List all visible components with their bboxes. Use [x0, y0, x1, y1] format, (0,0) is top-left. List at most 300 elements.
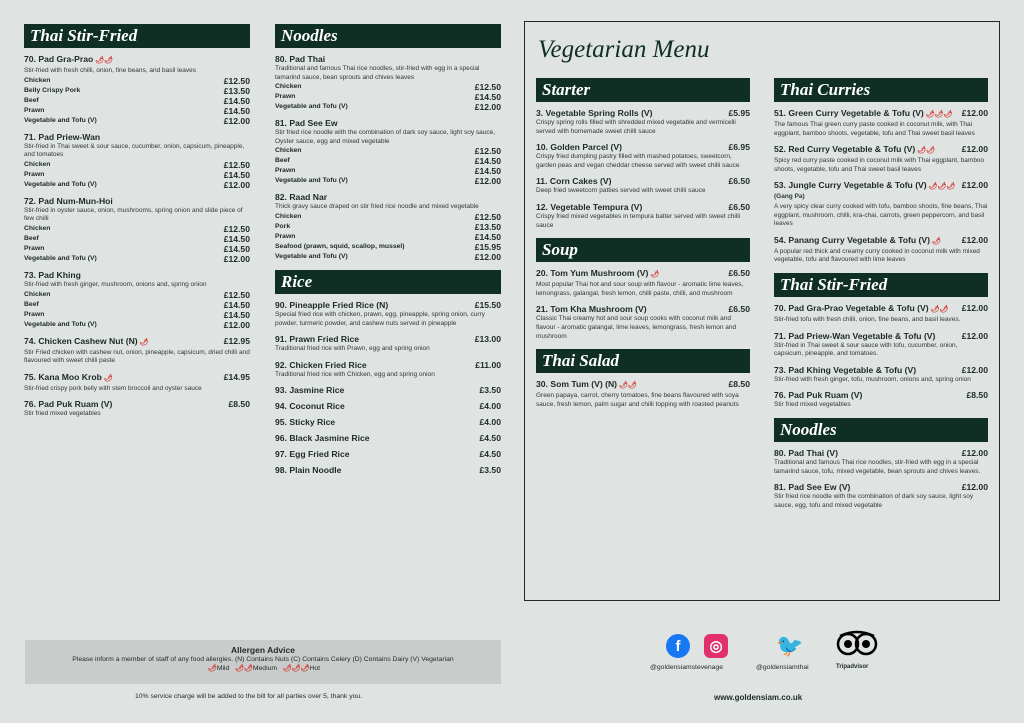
- menu-item-row: [774, 108, 988, 120]
- menu-item-title: [24, 270, 81, 280]
- menu-option-row: [275, 232, 501, 242]
- menu-item-name: 70. Pad Gra-Prao: [24, 54, 94, 64]
- menu-option-row: [24, 290, 250, 300]
- menu-item-description: A popular red thick and creamy curry cooked in coconut milk with mixed vegetable, tofu and flavoured with lime leaves: [774, 247, 980, 264]
- menu-item-description: Stir-fried with fresh ginger, mushroom, onions and, spring onion: [24, 280, 207, 288]
- menu-item-row: [536, 304, 750, 314]
- option-name: Prawn: [24, 170, 45, 178]
- menu-item: [24, 336, 250, 366]
- menu-item-name: 91. Prawn Fried Rice: [275, 334, 360, 345]
- menu-item-name: 81. Pad See Ew (V): [774, 482, 851, 493]
- menu-item-description: Thick gravy sauce draped on stir fried rice noodle and mixed vegetable: [275, 203, 479, 211]
- menu-item: [24, 54, 250, 126]
- menu-item: [774, 144, 988, 174]
- menu-item-row: [24, 270, 250, 280]
- menu-item-price: £13.00: [474, 334, 501, 345]
- menu-item-name: 12. Vegetable Tempura (V): [536, 201, 643, 212]
- menu-item: [774, 303, 988, 325]
- option-name: Prawn: [275, 232, 296, 240]
- menu-item-title: [275, 192, 327, 202]
- menu-item-name: 71. Pad Priew-Wan Vegetable & Tofu (V): [774, 330, 936, 341]
- menu-item-row: [275, 401, 501, 411]
- menu-item-name: 90. Pineapple Fried Rice (N): [275, 299, 389, 310]
- menu-item-description: Crispy fried dumpling pastry filled with mashed potatoes, sweetcorn, garden peas and vegan cheddar cheese served with sweet chilli sauce: [536, 153, 740, 169]
- menu-item-price: £12.00: [961, 302, 988, 313]
- menu-option-row: [275, 176, 501, 186]
- option-name: Chicken: [275, 83, 302, 91]
- menu-item-price: £6.95: [728, 142, 750, 153]
- option-price: £12.50: [223, 159, 250, 170]
- menu-item-row: [275, 334, 501, 344]
- menu-option-row: [275, 156, 501, 166]
- menu-item-name: 95. Sticky Rice: [275, 417, 336, 428]
- menu-item-name: 81. Pad See Ew: [275, 118, 338, 129]
- section-header: Noodles: [275, 24, 501, 48]
- menu-item-price: £3.50: [479, 465, 501, 476]
- menu-item-name: 75. Kana Moo Krob: [24, 371, 102, 382]
- menu-item-title: [536, 108, 653, 118]
- menu-option-row: [24, 300, 250, 310]
- option-price: £14.50: [474, 92, 501, 103]
- option-name: Chicken: [24, 160, 51, 168]
- menu-item-price: £12.00: [961, 144, 988, 155]
- menu-item-title: [774, 390, 862, 400]
- option-name: Vegetable and Tofu (V): [275, 103, 348, 111]
- menu-item-row: [24, 54, 250, 66]
- menu-item-title: [24, 336, 149, 348]
- menu-item-title: [536, 304, 647, 314]
- menu-item-description: Traditional fried rice with Chicken, egg and spring onion: [275, 370, 435, 378]
- option-name: Beef: [275, 157, 290, 165]
- section-header: Thai Stir-Fried: [774, 273, 988, 297]
- menu-item-row: [24, 372, 250, 384]
- menu-item: [774, 180, 988, 228]
- menu-item-row: [275, 118, 501, 128]
- menu-item-price: £8.50: [966, 390, 988, 401]
- menu-item-price: £6.50: [728, 304, 750, 315]
- menu-item-row: [275, 192, 501, 202]
- menu-item-description: Crispy fried mixed vegetables in tempura batter served with sweet chilli sauce: [536, 212, 741, 229]
- menu-item-title: [774, 144, 935, 156]
- menu-column-2: [275, 24, 501, 475]
- menu-item-row: [774, 365, 988, 375]
- menu-item-price: £12.00: [961, 447, 988, 458]
- option-price: £12.00: [474, 176, 501, 187]
- menu-item-description: Traditional and famous Thai rice noodles, stir-fried with egg in a special tamarind sauce, bean sprouts and chives leaves: [275, 65, 480, 81]
- menu-item: [536, 304, 750, 341]
- menu-item-row: [275, 433, 501, 443]
- menu-item-description: A very spicy clear curry cooked with tofu, bamboo shoots, fine beans, Thai eggplant, mushroom, chilli, kra-chai, carrots, green peppercorn, and basil leaves: [774, 202, 988, 228]
- menu-item-row: [275, 385, 501, 395]
- menu-item-title: [24, 196, 113, 206]
- menu-option-row: [24, 116, 250, 126]
- menu-item-row: [275, 417, 501, 427]
- option-price: £12.00: [223, 319, 250, 330]
- menu-item-price: £4.00: [479, 417, 501, 428]
- option-name: Vegetable and Tofu (V): [275, 252, 348, 260]
- option-price: £14.50: [223, 95, 250, 106]
- menu-item: [536, 202, 750, 230]
- menu-item-subtitle: (Gang Pa): [774, 193, 805, 201]
- menu-item-title: [536, 202, 642, 212]
- allergen-text: Please inform a member of staff of any food allergies. (N) Contains Nuts (C) Contains Celery (D) Contains Dairy (V) Vegetarian: [72, 656, 454, 663]
- option-name: Vegetable and Tofu (V): [24, 116, 97, 124]
- menu-item-name: 93. Jasmine Rice: [275, 385, 345, 396]
- menu-item-description: Stir fried rice noodle with the combination of dark soy sauce, light soy sauce, Oyster sauce, egg and mixed vegetable: [275, 129, 496, 145]
- menu-item-name: 71. Pad Priew-Wan: [24, 131, 101, 142]
- section-header: Thai Stir-Fried: [24, 24, 250, 48]
- option-price: £12.50: [223, 223, 250, 234]
- menu-item-row: [24, 132, 250, 142]
- option-name: Belly Crispy Pork: [24, 86, 81, 94]
- facebook-icon[interactable]: f: [666, 634, 690, 658]
- menu-option-row: [24, 234, 250, 244]
- menu-item-row: [275, 465, 501, 475]
- menu-item: [275, 401, 501, 411]
- option-price: £14.50: [223, 169, 250, 180]
- menu-item: [536, 268, 750, 298]
- menu-item-title: [275, 54, 325, 64]
- menu-item-description: Stir-fried with fresh ginger, tofu, mushroom, onions and, spring onion: [774, 375, 971, 383]
- menu-item-price: £12.00: [961, 180, 988, 191]
- option-price: £14.50: [474, 156, 501, 167]
- menu-item-title: [774, 331, 935, 341]
- menu-option-row: [24, 96, 250, 106]
- option-price: £14.50: [223, 243, 250, 254]
- menu-item: [275, 465, 501, 475]
- menu-item-name: 52. Red Curry Vegetable & Tofu (V): [774, 144, 916, 155]
- option-name: Beef: [24, 234, 39, 242]
- menu-item-name: 76. Pad Puk Ruam (V): [24, 399, 113, 410]
- menu-item-description: Stir Fried chicken with cashew nut, onion, pineapple, capsicum, dried chilli and flavoured with sweet chilli paste: [24, 348, 250, 365]
- chili-icon: 🌶: [207, 665, 217, 672]
- menu-item-description: Spicy red curry paste cooked in coconut milk with Thai eggplant, bamboo shoots, vegetable, tofu and Thai sweet basil leaves: [774, 157, 985, 173]
- menu-item-title: [774, 235, 941, 247]
- menu-option-row: [24, 86, 250, 96]
- option-price: £13.50: [474, 221, 501, 232]
- menu-option-row: [275, 222, 501, 232]
- menu-item-row: [774, 144, 988, 156]
- menu-item-title: [275, 449, 350, 459]
- menu-item-row: [774, 180, 988, 192]
- option-name: Vegetable and Tofu (V): [24, 254, 97, 262]
- option-price: £12.50: [474, 146, 501, 157]
- option-price: £14.50: [474, 166, 501, 177]
- option-price: £12.00: [474, 102, 501, 113]
- menu-item-row: [275, 54, 501, 64]
- menu-item-title: [536, 176, 611, 186]
- menu-item-price: £12.95: [223, 335, 250, 346]
- menu-item-title: [774, 482, 850, 492]
- menu-option-row: [275, 166, 501, 176]
- menu-item-row: [24, 196, 250, 206]
- menu-item-price: £4.00: [479, 401, 501, 412]
- option-price: £12.00: [223, 179, 250, 190]
- option-name: Vegetable and Tofu (V): [275, 177, 348, 185]
- section-header: Thai Curries: [774, 78, 988, 102]
- menu-column-3: [536, 78, 750, 409]
- option-price: £12.00: [474, 251, 501, 262]
- menu-item: [275, 334, 501, 354]
- menu-item-title: [774, 108, 952, 120]
- vegetarian-menu-title: Vegetarian Menu: [538, 36, 710, 63]
- menu-item: [275, 433, 501, 443]
- menu-item-description: Most popular Thai hot and sour soup with flavour - aromatic lime leaves, lemongrass, galangal, fresh lemon, chilli paste, chilli, and mushroom: [536, 281, 744, 297]
- menu-item-title: [774, 448, 838, 458]
- menu-item-name: 54. Panang Curry Vegetable & Tofu (V): [774, 234, 930, 245]
- menu-option-row: [24, 160, 250, 170]
- tripadvisor-label: Tripadvisor: [836, 664, 869, 670]
- menu-item-title: [275, 118, 338, 128]
- menu-item-name: 82. Raad Nar: [275, 192, 328, 203]
- option-price: £14.50: [474, 231, 501, 242]
- menu-option-row: [24, 244, 250, 254]
- menu-item-name: 98. Plain Noodle: [275, 465, 342, 476]
- menu-option-row: [275, 146, 501, 156]
- menu-item-row: [774, 390, 988, 400]
- menu-item-title: [275, 417, 335, 427]
- menu-option-row: [275, 82, 501, 92]
- menu-item-title: [536, 142, 622, 152]
- spice-legend: [25, 664, 501, 673]
- menu-item-description: Classic Thai creamy hot and sour soup cooks with coconut milk and flavour - aromatic galangal, lime leaves, lemongrass, fresh lemon and mushroom: [536, 315, 737, 340]
- menu-item-title: [275, 385, 344, 395]
- menu-item-description: Special fried rice with chicken, prawn, egg, pineapple, spring onion, curry powder, turmeric powder, and cashew nuts served in pineapple: [275, 310, 485, 327]
- chili-icon: 🌶🌶: [917, 147, 935, 155]
- menu-column-1: [24, 24, 250, 419]
- menu-item-name: 76. Pad Puk Ruam (V): [774, 390, 863, 401]
- menu-item-description: Deep fried sweetcorn patties served with sweet chilli sauce: [536, 187, 706, 195]
- website-url[interactable]: www.goldensiam.co.uk: [714, 693, 803, 702]
- menu-item-row: [774, 448, 988, 458]
- chili-icon: 🌶: [650, 271, 660, 279]
- spice-medium: Medium: [252, 665, 278, 672]
- menu-item: [24, 132, 250, 190]
- menu-option-row: [24, 180, 250, 190]
- menu-item: [275, 449, 501, 459]
- menu-item-name: 92. Chicken Fried Rice: [275, 359, 367, 370]
- option-name: Prawn: [275, 167, 296, 175]
- menu-item-name: 21. Tom Kha Mushroom (V): [536, 304, 647, 315]
- menu-option-row: [24, 254, 250, 264]
- option-price: £12.50: [223, 75, 250, 86]
- menu-item-title: [275, 401, 345, 411]
- menu-item-name: 97. Egg Fried Rice: [275, 449, 350, 460]
- twitter-icon[interactable]: 🐦: [776, 633, 804, 658]
- menu-item-name: 94. Coconut Rice: [275, 401, 345, 412]
- menu-item: [275, 385, 501, 395]
- menu-item-price: £6.50: [728, 176, 750, 187]
- option-name: Pork: [275, 222, 291, 230]
- option-price: £14.50: [223, 233, 250, 244]
- menu-option-row: [24, 106, 250, 116]
- menu-item-row: [24, 399, 250, 409]
- chili-icon: 🌶🌶🌶: [925, 111, 953, 118]
- menu-item-price: £14.95: [223, 371, 250, 382]
- menu-option-row: [275, 212, 501, 222]
- menu-item-description: Stir-fried in oyster sauce, onion, mushrooms, spring onion and slide piece of few chilli: [24, 206, 243, 223]
- menu-item-name: 3. Vegetable Spring Rolls (V): [536, 108, 653, 118]
- instagram-icon[interactable]: ◎: [704, 634, 728, 658]
- menu-item: [24, 196, 250, 264]
- chili-icon: 🌶🌶🌶: [928, 183, 956, 191]
- menu-item: [774, 365, 988, 385]
- option-name: Chicken: [24, 224, 51, 232]
- menu-item-price: £12.00: [961, 330, 988, 341]
- menu-item: [536, 176, 750, 196]
- social-handle-2[interactable]: @goldensiamthai: [756, 664, 809, 671]
- menu-item-name: 80. Pad Thai (V): [774, 447, 838, 458]
- menu-item-name: 74. Chicken Cashew Nut (N): [24, 335, 138, 346]
- option-name: Prawn: [24, 106, 45, 114]
- option-name: Vegetable and Tofu (V): [24, 180, 97, 188]
- menu-item-name: 20. Tom Yum Mushroom (V): [536, 268, 649, 279]
- section-header: Soup: [536, 238, 750, 262]
- allergen-advice-box: [25, 640, 501, 684]
- menu-item-title: [275, 465, 341, 475]
- section-header: Noodles: [774, 418, 988, 442]
- chili-icon: 🌶🌶: [619, 382, 637, 390]
- option-name: Prawn: [24, 244, 45, 252]
- menu-item-title: [536, 379, 637, 391]
- option-name: Prawn: [24, 310, 45, 318]
- option-price: £13.50: [223, 85, 250, 96]
- menu-item-title: [774, 365, 916, 375]
- menu-item-description: Green papaya, carrot, cherry tomatoes, fine beans flavoured with soya sauce, fresh lemon, palm sugar and chilli topping with roasted peanuts: [536, 392, 739, 408]
- section-header: Thai Salad: [536, 349, 750, 373]
- menu-item-description: Stir-fried crispy pork belly with stem broccoli and oyster sauce: [24, 384, 202, 392]
- menu-item-row: [536, 268, 750, 280]
- menu-option-row: [24, 320, 250, 330]
- menu-item-title: [774, 303, 948, 315]
- menu-item: [24, 399, 250, 419]
- chili-icon: 🌶🌶: [930, 305, 949, 313]
- option-name: Chicken: [275, 212, 302, 220]
- service-charge-note: 10% service charge will be added to the bill for all parties over 5, thank you.: [135, 693, 363, 700]
- option-name: Prawn: [275, 93, 296, 101]
- menu-option-row: [24, 224, 250, 234]
- menu-option-row: [275, 92, 501, 102]
- menu-item-title: [24, 372, 113, 384]
- menu-item-price: £12.00: [961, 364, 988, 375]
- menu-item-description: Stir-fried in Thai sweet & sour sauce with tofu, cucumber, onion, capsicum, pineapple, and tomatoes.: [774, 341, 958, 358]
- option-price: £15.95: [474, 241, 501, 252]
- option-name: Chicken: [24, 290, 51, 298]
- menu-item-row: [275, 449, 501, 459]
- section-header: Rice: [275, 270, 501, 294]
- menu-item: [275, 360, 501, 380]
- tripadvisor-icon[interactable]: [836, 630, 878, 662]
- menu-item-title: [275, 334, 359, 344]
- menu-item-price: £12.00: [961, 234, 988, 245]
- menu-item: [24, 270, 250, 330]
- menu-item-name: 73. Pad Khing Vegetable & Tofu (V): [774, 364, 917, 375]
- menu-item: [275, 417, 501, 427]
- option-price: £12.50: [223, 289, 250, 300]
- option-price: £14.50: [223, 309, 250, 320]
- social-handle-1[interactable]: @goldensiamstevenage: [650, 664, 724, 671]
- option-price: £12.00: [223, 253, 250, 264]
- chili-icon: 🌶: [139, 338, 149, 346]
- menu-item-row: [774, 331, 988, 341]
- menu-item-description: Stir fried rice noodle with the combination of dark soy sauce, light soy sauce, egg, tofu and mixed vegetable: [774, 493, 974, 509]
- option-price: £14.50: [223, 105, 250, 116]
- menu-option-row: [24, 310, 250, 320]
- menu-item-price: £11.00: [475, 359, 501, 370]
- menu-item-name: 96. Black Jasmine Rice: [275, 433, 370, 444]
- menu-item-row: [536, 202, 750, 212]
- menu-item-name: 51. Green Curry Vegetable & Tofu (V): [774, 108, 924, 118]
- menu-item-description: Traditional and famous Thai rice noodles, stir-fried with egg in a special tamarind sauce, tofu, mixed vegetable, bean sprouts and chives leaves.: [774, 458, 981, 475]
- menu-item-title: [536, 268, 659, 280]
- menu-item-description: Stir-fried in Thai sweet & sour sauce, cucumber, onion, capsicum, pineapple, and tomatoes: [24, 142, 245, 159]
- menu-option-row: [275, 242, 501, 252]
- menu-item-description: Traditional fried rice with Prawn, egg and spring onion: [275, 345, 430, 353]
- menu-item-name: 73. Pad Khing: [24, 269, 81, 280]
- menu-item-row: [774, 235, 988, 247]
- menu-item-title: [24, 399, 112, 409]
- menu-option-row: [275, 252, 501, 262]
- menu-item-name: 30. Som Tum (V) (N): [536, 379, 618, 390]
- menu-item-row: [774, 303, 988, 315]
- menu-item-title: [24, 54, 113, 66]
- spice-mild: Mild: [216, 665, 230, 672]
- menu-item-row: [24, 336, 250, 348]
- menu-item: [774, 482, 988, 510]
- chili-icon: 🌶🌶🌶: [282, 665, 310, 672]
- chili-icon: 🌶🌶: [235, 665, 253, 672]
- menu-item-price: £3.50: [479, 385, 501, 396]
- menu-item: [275, 300, 501, 328]
- menu-item-price: £8.50: [228, 399, 250, 410]
- menu-item: [774, 331, 988, 359]
- menu-item-price: £4.50: [479, 449, 501, 460]
- option-name: Chicken: [24, 76, 51, 84]
- menu-item-title: [275, 360, 367, 370]
- menu-item-description: Stir-fried with fresh chilli, onion, fine beans, and basil leaves: [24, 67, 196, 74]
- menu-item: [275, 118, 501, 186]
- menu-item-row: [275, 360, 501, 370]
- menu-item: [774, 390, 988, 410]
- menu-item-name: 10. Golden Parcel (V): [536, 142, 622, 153]
- menu-option-row: [275, 102, 501, 112]
- menu-item: [536, 108, 750, 136]
- menu-item-row: [536, 176, 750, 186]
- menu-item-row: [536, 142, 750, 152]
- section-header: Starter: [536, 78, 750, 102]
- menu-item-row: [275, 300, 501, 310]
- chili-icon: 🌶🌶: [95, 57, 114, 64]
- menu-item-price: £8.50: [728, 379, 750, 390]
- menu-item-row: [536, 379, 750, 391]
- menu-item-price: £6.50: [728, 201, 750, 212]
- option-name: Beef: [24, 96, 39, 104]
- menu-item-row: [536, 108, 750, 118]
- social-links: [666, 634, 728, 658]
- menu-item: [24, 372, 250, 394]
- menu-item-title: [774, 180, 955, 192]
- menu-item-price: £12.00: [961, 108, 988, 118]
- menu-item-description: The famous Thai green curry paste cooked in coconut milk, with Thai eggplant, bamboo shoots, vegetable, tofu and Thai sweet basil leaves: [774, 121, 975, 137]
- menu-option-row: [24, 170, 250, 180]
- option-price: £14.50: [223, 299, 250, 310]
- menu-item-description: Stir-fried tofu with fresh chilli, onion, fine beans, and basil leaves.: [774, 315, 961, 323]
- chili-icon: 🌶: [932, 237, 941, 245]
- option-name: Vegetable and Tofu (V): [24, 320, 97, 328]
- menu-item-price: £6.50: [728, 268, 750, 279]
- chili-icon: 🌶: [103, 374, 113, 382]
- menu-item-price: £15.50: [474, 299, 501, 310]
